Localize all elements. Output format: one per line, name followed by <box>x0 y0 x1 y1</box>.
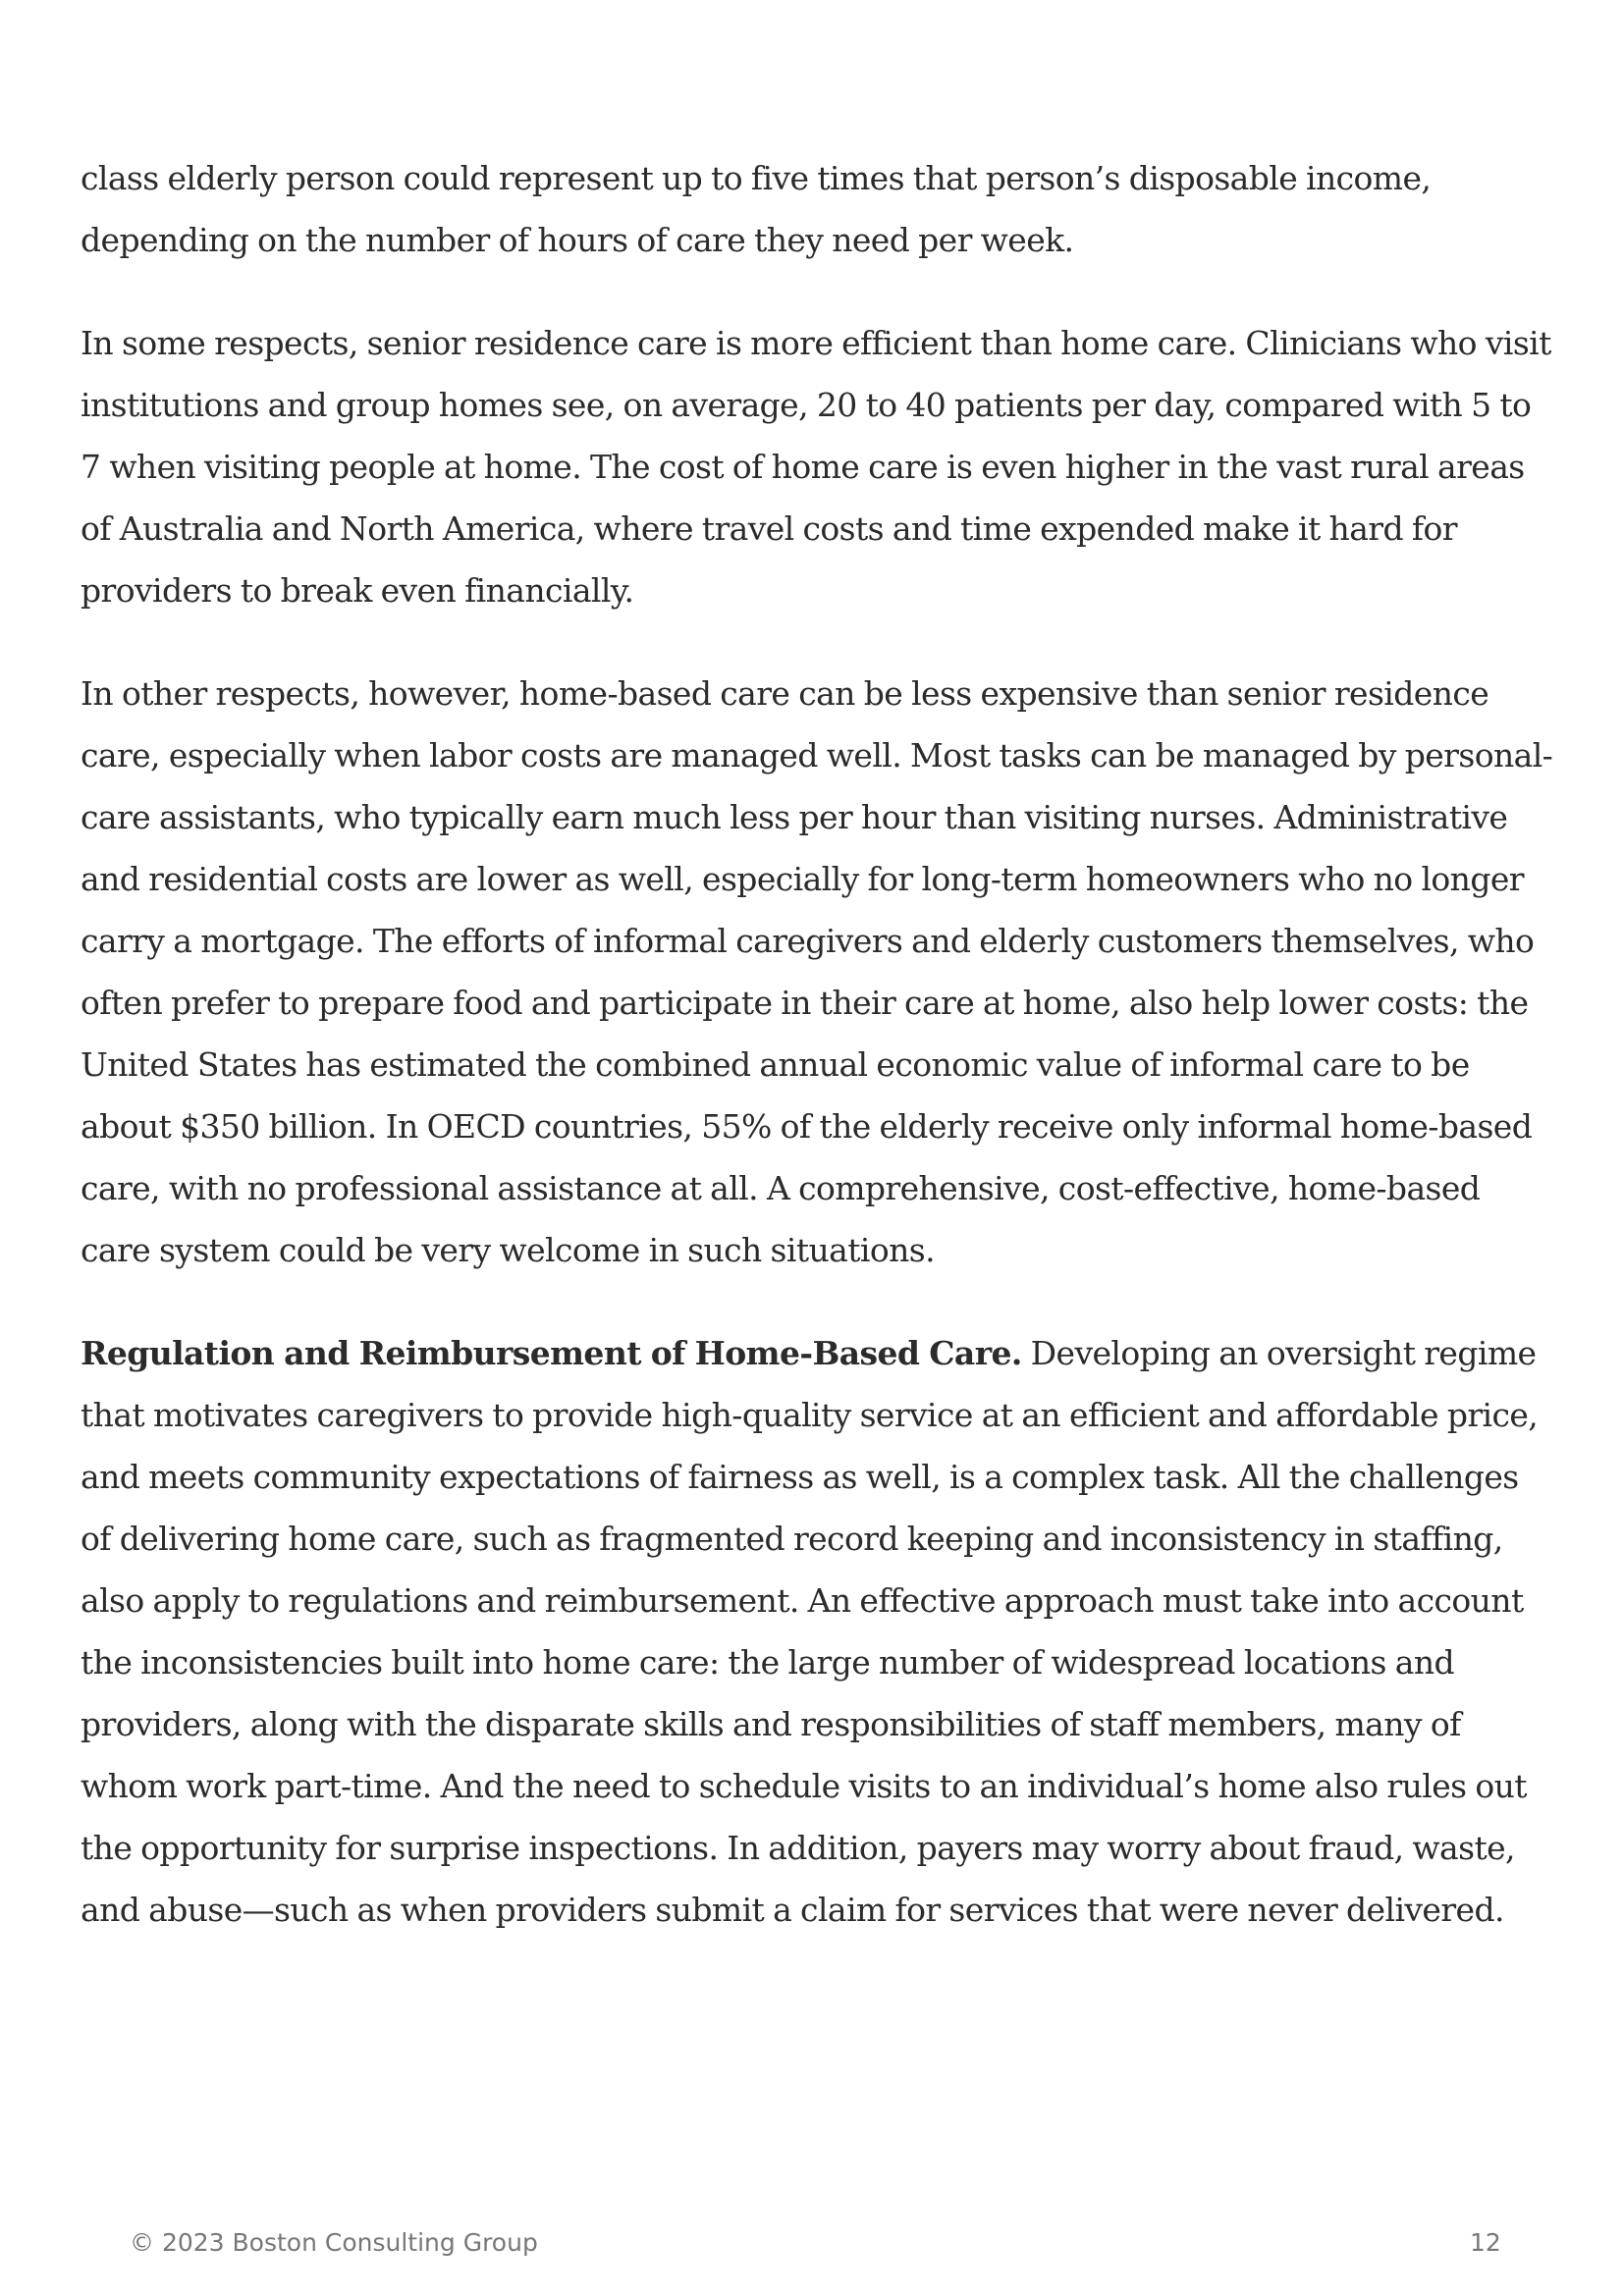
paragraph-text: In some respects, senior residence care is more efficient than home care. Clinicians who visit institutions and group homes see, on average, 20 to 40 patients per day, compared with 5 to 7 when visiting people at home. The cost of home care is even higher in the vast rural areas of Australia and North America, where travel costs and time expended make it hard for providers to break even financially. <box>81 324 1551 610</box>
copyright-notice: © 2023 Boston Consulting Group <box>130 2228 538 2257</box>
paragraph-home-care-cost <box>81 663 1553 1281</box>
page-number: 12 <box>1470 2228 1501 2257</box>
body-text <box>81 147 1553 1941</box>
paragraph-text: Developing an oversight regime that motivates caregivers to provide high-quality service at an efficient and affordable price, and meets community expectations of fairness as well, is a complex task. All the challenges of delivering home care, such as fragmented record keeping and inconsistency in staffing, also apply to regulations and reimbursement. An effective approach must take into account the inconsistencies built into home care: the large number of widespread locations and providers, along with the disparate skills and responsibilities of staff members, many of whom work part-time. And the need to schedule visits to an individual’s home also rules out the opportunity for surprise inspections. In addition, payers may worry about fraud, waste, and abuse—such as when providers submit a claim for services that were never delivered. <box>81 1334 1539 1929</box>
paragraph-income-context <box>81 147 1553 271</box>
paragraph-text: In other respects, however, home-based care can be less expensive than senior residence care, especially when labor costs are managed well. Most tasks can be managed by personal-care assistants, who typically earn much less per hour than visiting nurses. Administrative and residential costs are lower as well, especially for long-term homeowners who no longer carry a mortgage. The efforts of informal caregivers and elderly customers themselves, who often prefer to prepare food and participate in their care at home, also help lower costs: the United States has estimated the combined annual economic value of informal care to be about $350 billion. In OECD countries, 55% of the elderly receive only informal home-based care, with no professional assistance at all. A comprehensive, cost-effective, home-based care system could be very welcome in such situations. <box>81 674 1553 1269</box>
paragraph-regulation-reimbursement <box>81 1322 1553 1941</box>
section-run-in-heading: Regulation and Reimbursement of Home-Based Care. <box>81 1334 1022 1372</box>
paragraph-senior-residence-efficiency <box>81 312 1553 621</box>
paragraph-text: class elderly person could represent up to five times that person’s disposable income, depending on the number of hours of care they need per week. <box>81 159 1432 259</box>
